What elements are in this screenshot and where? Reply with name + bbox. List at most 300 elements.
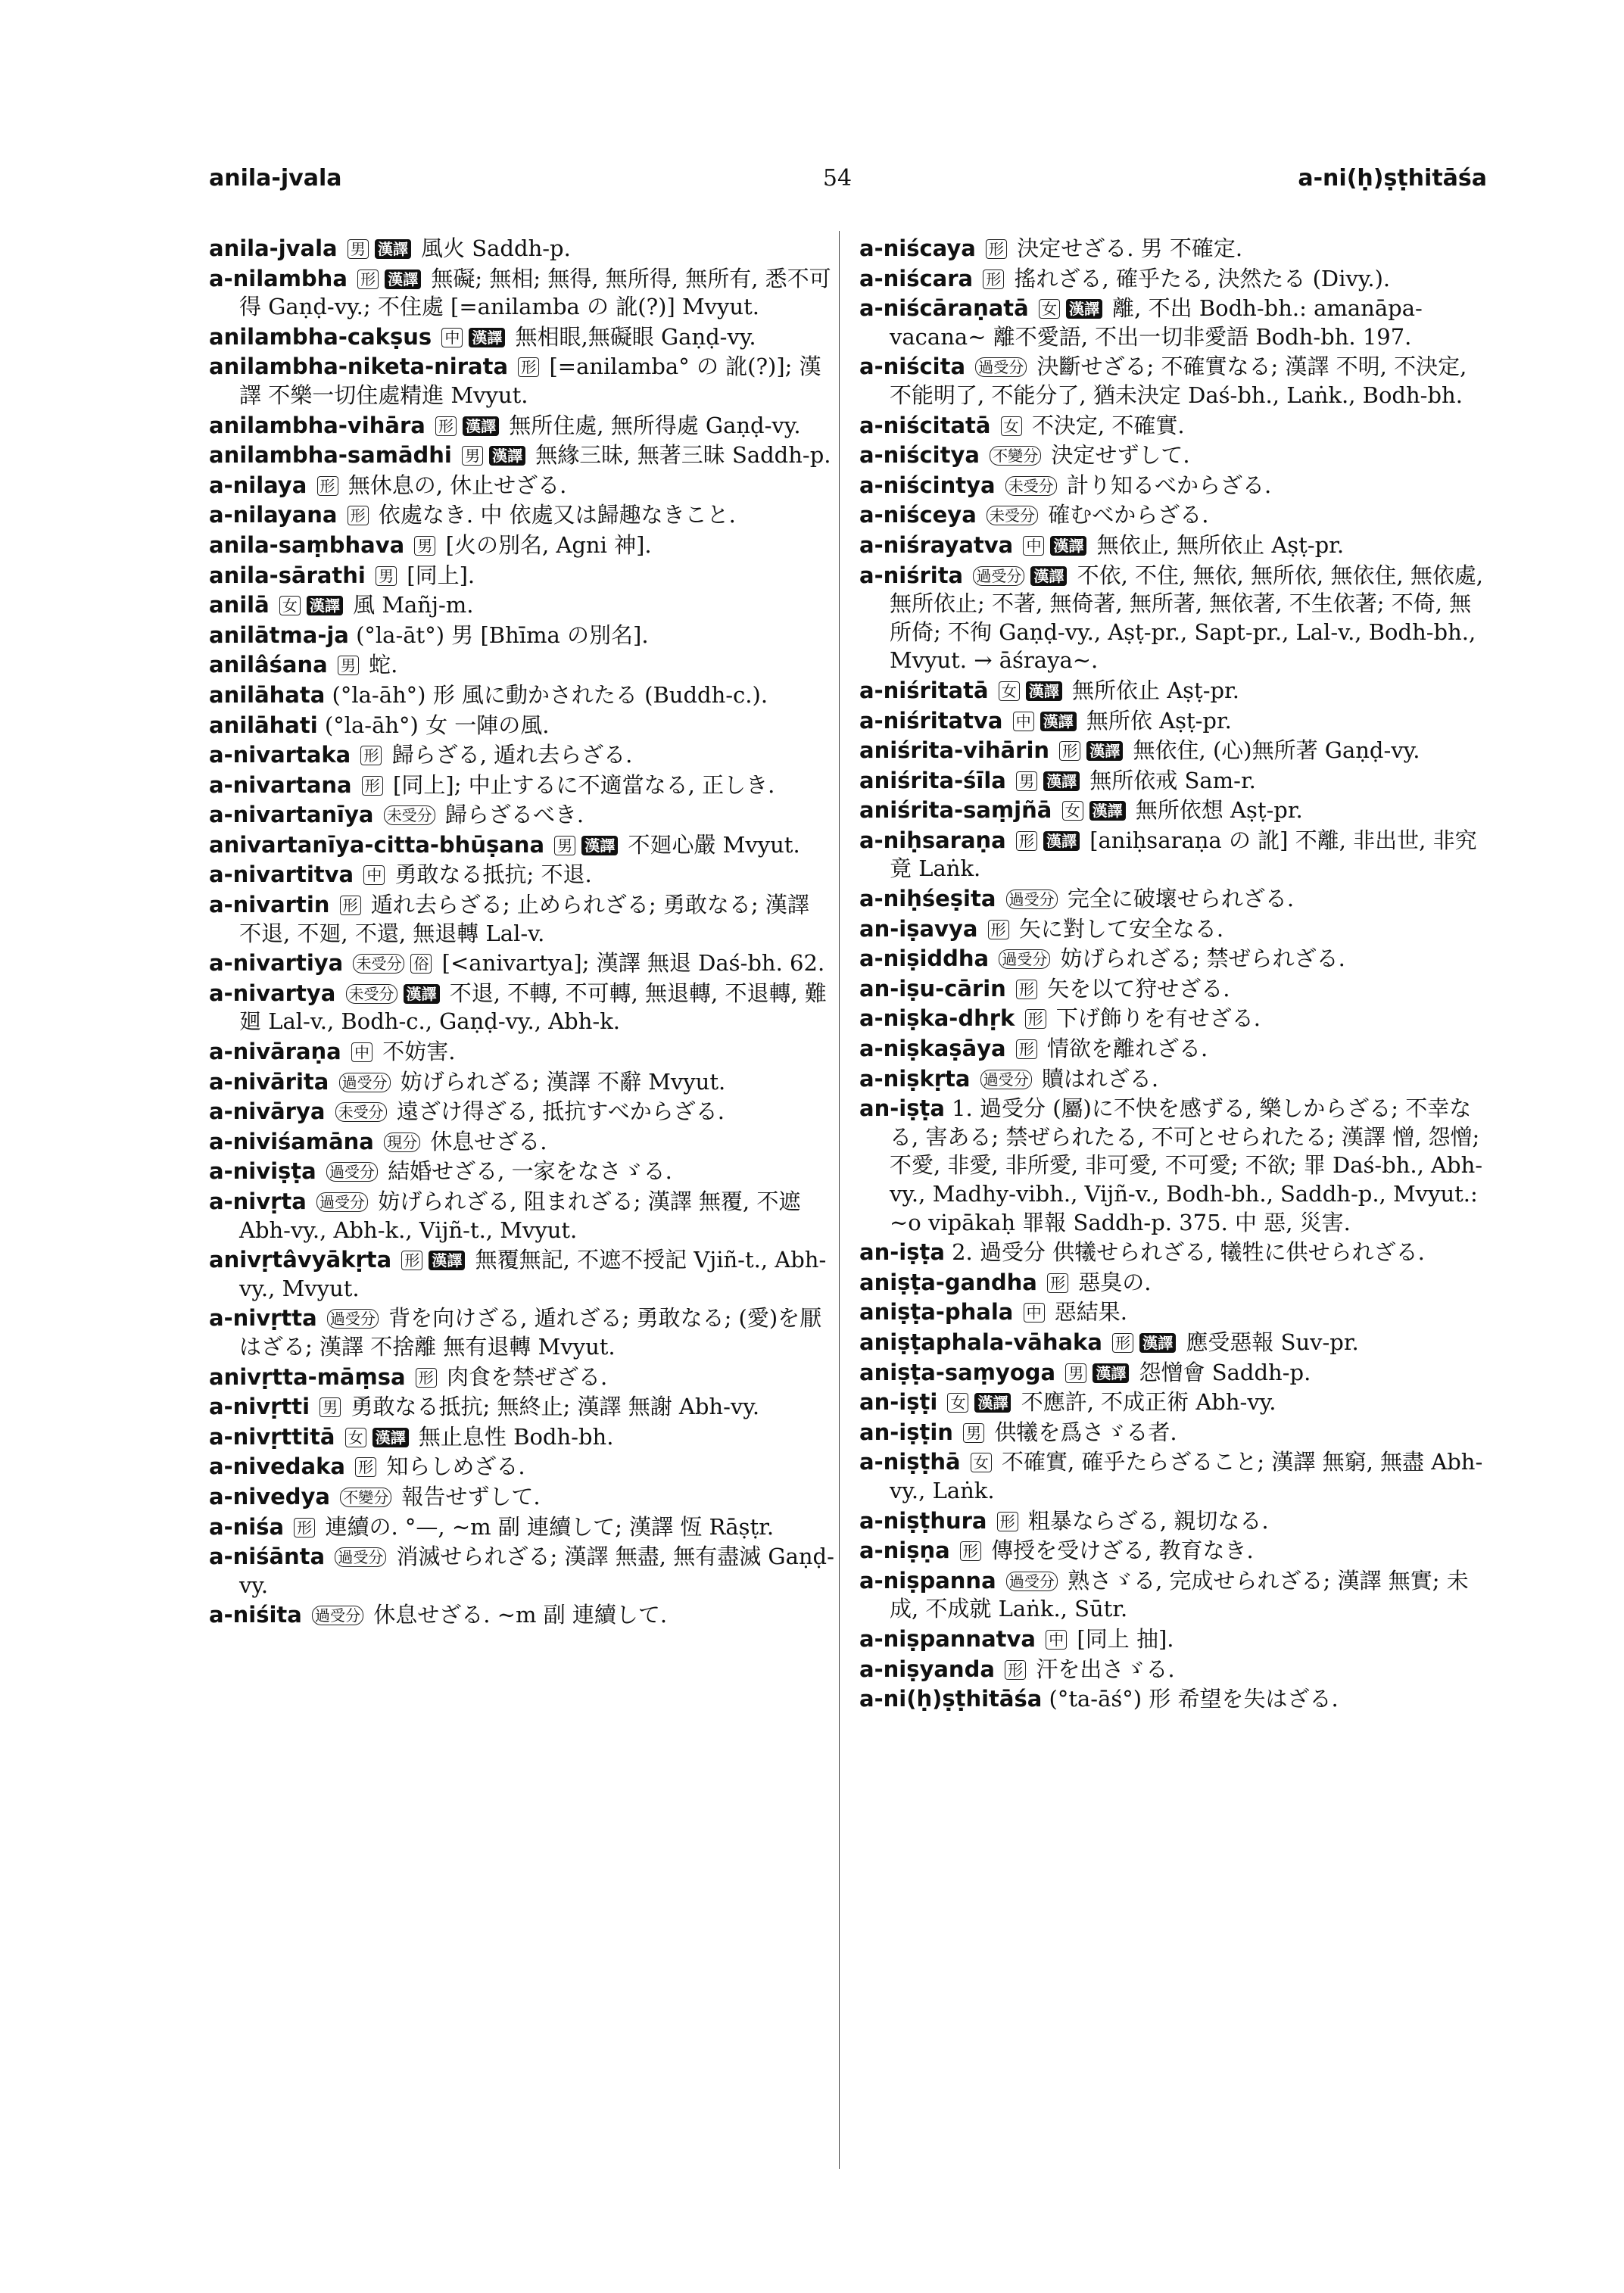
entry-definition: 傳授を受けざる, 教育なき.	[983, 1537, 1254, 1564]
grammar-tag: 未受分	[353, 954, 404, 974]
dictionary-entry	[859, 915, 1488, 944]
entry-definition: 蛇.	[361, 652, 398, 678]
grammar-tag: 未受分	[384, 805, 435, 825]
grammar-tag: 女	[1062, 801, 1083, 821]
grammar-tag: 中	[1023, 536, 1044, 556]
entry-definition: 汗を出さゞる.	[1029, 1656, 1175, 1682]
dictionary-entry	[209, 861, 837, 889]
grammar-tag: 未受分	[346, 984, 397, 1004]
header-right-guideword: a-ni(ḥ)ṣṭhitāśa	[1298, 165, 1487, 192]
dictionary-entry	[859, 441, 1488, 470]
grammar-tag: 過受分	[1006, 1572, 1058, 1591]
grammar-tag: 過受分	[312, 1606, 363, 1625]
entry-definition: 勇敢なる抵抗; 無終止; 漢譯 無謝 Abh-vy.	[344, 1394, 760, 1420]
entry-headword: anivṛtâvyākṛta	[209, 1247, 392, 1273]
right-column	[859, 235, 1488, 2173]
entry-definition: 無依住, (心)無所著 Gaṇḍ-vy.	[1126, 737, 1420, 764]
dictionary-entry	[209, 1543, 837, 1600]
grammar-tag: 中	[351, 1042, 372, 1062]
entry-headword: a-nivartya	[209, 980, 336, 1006]
entry-definition: 妨げられざる; 漢譯 不辭 Mvyut.	[393, 1068, 726, 1095]
entry-definition: 不依, 不住, 無依, 無所依, 無依住, 無依處, 無所依止; 不著, 無倚著, 無所著, 無依著, 不生依著; 不倚, 無所倚; 不徇 Gaṇḍ-vy., Aṣṭ-pr., Sapt-pr., Lal-v., Bodh-bh., Mvyut. → āśraya∼.	[890, 562, 1483, 674]
grammar-tag: 漢譯	[375, 239, 411, 259]
entry-headword: anilambha-vihāra	[209, 412, 425, 438]
dictionary-entry	[859, 265, 1488, 294]
grammar-tag: 形	[1016, 980, 1037, 999]
dictionary-entry	[859, 827, 1488, 883]
entry-headword: a-niṣkaṣāya	[859, 1036, 1006, 1062]
dictionary-entry	[859, 796, 1488, 825]
grammar-tag: 未受分	[987, 506, 1038, 525]
entry-headword: a-nivartitva	[209, 861, 354, 888]
entry-definition: 無相眼,無礙眼 Gaṇḍ-vy.	[508, 323, 756, 350]
entry-definition: 勇敢なる抵抗; 不退.	[388, 861, 592, 888]
grammar-tag: 形	[1112, 1333, 1133, 1353]
grammar-tag: 漢譯	[1050, 536, 1086, 556]
grammar-tag: 中	[441, 328, 463, 347]
dictionary-entry	[209, 531, 837, 560]
dictionary-entry	[859, 885, 1488, 914]
entry-headword: anilāhati	[209, 712, 318, 738]
entry-definition: 休息せざる. ∼m 副 連續して.	[366, 1602, 668, 1628]
grammar-tag: 過受分	[973, 566, 1024, 586]
dictionary-entry	[209, 472, 837, 500]
grammar-tag: 女	[345, 1428, 366, 1447]
dictionary-entry	[209, 1157, 837, 1186]
entry-headword: a-nivṛtta	[209, 1305, 317, 1332]
dictionary-entry	[209, 353, 837, 410]
entry-headword: an-iṣṭa	[859, 1239, 945, 1266]
entry-headword: a-nivartiya	[209, 950, 344, 977]
entry-definition: [<anivartya]; 漢譯 無退 Daś-bh. 62.	[435, 950, 825, 977]
entry-definition: 消滅せられざる; 漢譯 無盡, 無有盡滅 Gaṇḍ-vy.	[239, 1544, 834, 1598]
entry-headword: aniṣṭaphala-vāhaka	[859, 1329, 1102, 1355]
dictionary-entry	[209, 1363, 837, 1392]
grammar-tag: 形	[357, 269, 379, 289]
grammar-tag: 不變分	[340, 1488, 391, 1507]
entry-definition: (°la-āt°) 男 [Bhīma の別名].	[356, 622, 649, 648]
entry-headword: a-nilambha	[209, 265, 348, 291]
entry-headword: anivartanīya-citta-bhūṣana	[209, 831, 545, 858]
grammar-tag: 不變分	[990, 446, 1041, 466]
entry-headword: a-nivartaka	[209, 742, 351, 768]
dictionary-entry	[859, 1448, 1488, 1505]
grammar-tag: 漢譯	[469, 328, 505, 347]
grammar-tag: 中	[1013, 712, 1034, 731]
entry-definition: 2. 過受分 供犧せられざる, 犧牲に供せられざる.	[952, 1239, 1425, 1266]
grammar-tag: 過受分	[975, 357, 1027, 377]
entry-headword: a-nivṛta	[209, 1189, 307, 1214]
entry-headword: a-niśritatā	[859, 677, 989, 703]
entry-headword: a-niṣpannatva	[859, 1625, 1036, 1652]
entry-definition: 歸らざる, 遁れ去らざる.	[385, 742, 633, 768]
grammar-tag: 男	[1016, 771, 1037, 791]
entry-definition: 連續の. °—, ∼m 副 連續して; 漢譯 恆 Rāṣṭr.	[318, 1513, 775, 1540]
entry-headword: a-nivedaka	[209, 1453, 345, 1480]
entry-headword: anilāhata	[209, 681, 326, 708]
entry-headword: anila-jvala	[209, 235, 338, 261]
entry-definition: 妨げられざる, 阻まれざる; 漢譯 無覆, 不遮 Abh-vy., Abh-k., Vijñ-t., Mvyut.	[239, 1189, 801, 1243]
entry-definition: (°ta-āś°) 形 希望を失はざる.	[1049, 1686, 1339, 1712]
grammar-tag: 女	[999, 681, 1020, 701]
dictionary-entry	[859, 767, 1488, 796]
entry-definition: 歸らざるべき.	[438, 802, 584, 828]
dictionary-entry	[209, 1513, 837, 1542]
entry-headword: aniśrita-saṃjñā	[859, 797, 1052, 824]
entry-headword: a-niśita	[209, 1602, 302, 1628]
entry-definition: 無所依止 Aṣṭ-pr.	[1064, 677, 1239, 703]
entry-definition: (°la-āh°) 形 風に動かされたる (Buddh-c.).	[332, 681, 768, 708]
entry-headword: an-iṣu-cārin	[859, 975, 1006, 1002]
entry-definition: 不退, 不轉, 不可轉, 無退轉, 不退轉, 難廻 Lal-v., Bodh-c., Gaṇḍ-vy., Abh-k.	[239, 980, 827, 1035]
entry-headword: anila-sārathi	[209, 562, 366, 588]
grammar-tag: 過受分	[327, 1309, 379, 1329]
dictionary-entry	[209, 681, 837, 710]
entry-headword: a-niṣṭhura	[859, 1507, 987, 1534]
grammar-tag: 漢譯	[581, 836, 618, 855]
entry-headword: anila-saṃbhava	[209, 531, 405, 558]
dictionary-entry	[209, 891, 837, 948]
entry-definition: 妨げられざる; 禁ぜられざる.	[1053, 946, 1345, 972]
dictionary-entry	[209, 562, 837, 590]
entry-definition: 遁れ去らざる; 止められざる; 勇敢なる; 漢譯 不退, 不廻, 不還, 無退轉 Lal-v.	[239, 892, 809, 946]
dictionary-entry	[859, 737, 1488, 765]
grammar-tag: 男	[376, 566, 397, 586]
grammar-tag: 男	[554, 836, 575, 855]
grammar-tag: 女	[279, 596, 301, 615]
entry-headword: aniṣṭa-saṃyoga	[859, 1359, 1056, 1385]
entry-definition: 肉食を禁ぜざる.	[439, 1363, 608, 1390]
dictionary-entry	[209, 1483, 837, 1512]
entry-headword: a-niśrayatva	[859, 531, 1014, 558]
dictionary-entry	[209, 1601, 837, 1630]
entry-definition: [=anilamba° の 訛(?)]; 漢譯 不樂一切住處精進 Mvyut.	[239, 354, 821, 408]
entry-definition: 依處なき. 中 依處又は歸趣なきこと.	[371, 502, 736, 528]
entry-definition: 風火 Saddh-p.	[413, 235, 571, 261]
page-header	[209, 165, 1487, 203]
entry-definition: 無緣三昧, 無著三昧 Saddh-p.	[528, 442, 831, 469]
entry-definition: 報告せずして.	[394, 1483, 541, 1509]
grammar-tag: 漢譯	[1086, 741, 1123, 761]
entry-headword: a-niṣiddha	[859, 946, 990, 972]
grammar-tag: 漢譯	[372, 1428, 409, 1447]
grammar-tag: 男	[462, 446, 483, 466]
entry-headword: a-nivṛttitā	[209, 1423, 335, 1450]
grammar-tag: 形	[362, 776, 383, 796]
dictionary-entry	[209, 265, 837, 322]
dictionary-entry	[209, 1128, 837, 1157]
entry-headword: a-niśritatva	[859, 707, 1003, 734]
dictionary-entry	[209, 651, 837, 680]
entry-definition: 無覆無記, 不遮不授記 Vjiñ-t., Abh-vy., Mvyut.	[239, 1247, 827, 1301]
dictionary-entry	[209, 1038, 837, 1067]
grammar-tag: 男	[414, 536, 435, 556]
grammar-tag: 漢譯	[463, 416, 499, 436]
entry-definition: 完全に破壞せられざる.	[1060, 886, 1295, 912]
grammar-tag: 女	[1039, 299, 1060, 319]
entry-headword: a-niśceya	[859, 502, 977, 528]
grammar-tag: 形	[1016, 831, 1037, 851]
entry-headword: anilā	[209, 592, 270, 618]
grammar-tag: 現分	[384, 1132, 420, 1152]
grammar-tag: 漢譯	[1043, 831, 1080, 851]
grammar-tag: 形	[435, 416, 457, 436]
entry-headword: a-niṣka-dhṛk	[859, 1005, 1015, 1032]
entry-headword: a-niścitya	[859, 442, 980, 469]
entry-headword: an-iṣavya	[859, 915, 978, 942]
entry-headword: anilâśana	[209, 652, 328, 678]
grammar-tag: 俗	[410, 954, 432, 974]
entry-definition: 遠ざけ得ざる, 抵抗すべからざる.	[389, 1098, 725, 1125]
dictionary-entry	[209, 323, 837, 352]
grammar-tag: 形	[401, 1251, 422, 1270]
grammar-tag: 形	[997, 1512, 1018, 1531]
entry-definition: 背を向けざる, 遁れざる; 勇敢なる; (愛)を厭はざる; 漢譯 不捨離 無有退轉 Mvyut.	[239, 1305, 822, 1360]
entry-headword: a-niṣpanna	[859, 1567, 996, 1594]
grammar-tag: 形	[360, 746, 382, 765]
entry-headword: a-niviśamāna	[209, 1128, 374, 1154]
grammar-tag: 形	[1047, 1273, 1068, 1293]
entry-headword: an-iṣṭin	[859, 1419, 953, 1445]
dictionary-entry	[859, 1419, 1488, 1447]
grammar-tag: 男	[1065, 1363, 1086, 1383]
dictionary-entry	[209, 591, 837, 620]
entry-headword: a-niścāraṇatā	[859, 295, 1029, 322]
dictionary-entry	[859, 677, 1488, 706]
dictionary-entry	[859, 707, 1488, 736]
entry-headword: a-niṣkṛta	[859, 1065, 971, 1092]
dictionary-entry	[859, 1065, 1488, 1094]
grammar-tag: 女	[971, 1453, 992, 1472]
entry-headword: a-niśa	[209, 1513, 285, 1540]
dictionary-entry	[859, 294, 1488, 351]
entry-definition: 確むべからざる.	[1041, 502, 1209, 528]
entry-definition: 應受惡報 Suv-pr.	[1179, 1329, 1359, 1355]
dictionary-entry	[859, 1329, 1488, 1357]
dictionary-entry	[859, 1388, 1488, 1417]
dictionary-entry	[209, 1453, 837, 1481]
entry-definition: [同上 抽].	[1070, 1625, 1174, 1652]
entry-headword: a-nivartin	[209, 892, 330, 918]
dictionary-entry	[859, 562, 1488, 675]
entry-headword: anivṛtta-māṃsa	[209, 1363, 406, 1390]
entry-definition: 無所住處, 無所得處 Gaṇḍ-vy.	[502, 412, 801, 438]
grammar-tag: 形	[355, 1457, 376, 1477]
dictionary-entry	[209, 801, 837, 830]
entry-headword: a-niśānta	[209, 1544, 326, 1570]
grammar-tag: 形	[317, 476, 338, 496]
grammar-tag: 漢譯	[1030, 566, 1067, 586]
entry-definition: 知らしめざる.	[379, 1453, 525, 1480]
grammar-tag: 未受分	[1005, 476, 1057, 496]
entry-definition: 搖れざる, 確乎たる, 決然たる (Divy.).	[1007, 265, 1391, 291]
entry-definition: 怨憎會 Saddh-p.	[1132, 1359, 1311, 1385]
entry-definition: 無礙; 無相; 無得, 無所得, 無所有, 悉不可得 Gaṇḍ-vy.; 不住處 [=anilamba の 訛(?)] Mvyut.	[239, 265, 831, 320]
entry-headword: a-nivartana	[209, 771, 352, 798]
grammar-tag: 過受分	[335, 1547, 386, 1567]
grammar-tag: 女	[947, 1393, 968, 1413]
dictionary-entry	[209, 741, 837, 770]
grammar-tag: 形	[1016, 1039, 1037, 1059]
dictionary-entry	[209, 622, 837, 650]
entry-definition: 不妨害.	[375, 1039, 456, 1065]
dictionary-entry	[859, 1625, 1488, 1654]
grammar-tag: 漢譯	[1040, 712, 1077, 731]
entry-definition: 熟さゞる, 完成せられざる; 漢譯 無實; 未成, 不成就 Laṅk., Sūtr.	[890, 1567, 1469, 1622]
dictionary-entry	[209, 1304, 837, 1361]
grammar-tag: 漢譯	[1043, 771, 1080, 791]
entry-definition: 不廻心嚴 Mvyut.	[621, 831, 800, 858]
entry-definition: 惡結果.	[1047, 1299, 1128, 1326]
dictionary-entry	[209, 980, 837, 1036]
entry-headword: a-niśrita	[859, 562, 964, 588]
entry-definition: 無休息の, 休止せざる.	[341, 472, 567, 498]
entry-definition: 決定せずして.	[1044, 442, 1190, 469]
grammar-tag: 形	[416, 1368, 437, 1388]
entry-definition: 粗暴ならざる, 親切なる.	[1021, 1507, 1269, 1534]
grammar-tag: 漢譯	[489, 446, 525, 466]
grammar-tag: 形	[986, 239, 1007, 259]
entry-headword: a-niścintya	[859, 472, 996, 498]
entry-definition: 無所依 Aṣṭ-pr.	[1079, 707, 1232, 734]
grammar-tag: 形	[294, 1518, 315, 1537]
page-number: 54	[822, 165, 853, 192]
entry-definition: 供犧を爲さゞる者.	[987, 1419, 1177, 1445]
entry-headword: a-niḥsaraṇa	[859, 827, 1006, 853]
dictionary-entry	[209, 412, 837, 441]
dictionary-entry	[859, 353, 1488, 410]
grammar-tag: 過受分	[980, 1070, 1032, 1089]
grammar-tag: 漢譯	[1139, 1333, 1176, 1353]
entry-definition: 無依止, 無所依止 Aṣṭ-pr.	[1089, 531, 1345, 558]
entry-definition: 決斷せざる; 不確實なる; 漢譯 不明, 不決定, 不能明了, 不能分了, 猶未決定 Daś-bh., Laṅk., Bodh-bh.	[890, 354, 1467, 408]
dictionary-entry	[859, 1035, 1488, 1064]
entry-definition: 風 Mañj-m.	[345, 592, 474, 618]
entry-headword: a-nivṛtti	[209, 1394, 310, 1420]
dictionary-entry	[859, 1005, 1488, 1033]
entry-headword: a-ni(ḥ)ṣṭhitāśa	[859, 1686, 1043, 1712]
dictionary-entry	[859, 1537, 1488, 1566]
dictionary-entry	[859, 531, 1488, 560]
grammar-tag: 形	[1005, 1660, 1026, 1680]
entry-headword: a-nivārya	[209, 1098, 326, 1125]
entry-definition: 矢を以て狩せざる.	[1040, 975, 1230, 1002]
dictionary-entry	[859, 1359, 1488, 1388]
grammar-tag: 漢譯	[974, 1393, 1011, 1413]
header-left-guideword: anila-jvala	[209, 165, 342, 192]
grammar-tag: 未受分	[335, 1102, 387, 1122]
entry-definition: (°la-āh°) 女 一陣の風.	[324, 712, 550, 738]
column-divider	[839, 231, 840, 2169]
grammar-tag: 漢譯	[1066, 299, 1102, 319]
entry-headword: aniśrita-śīla	[859, 767, 1006, 793]
dictionary-entry	[209, 771, 837, 800]
grammar-tag: 形	[983, 269, 1004, 289]
entry-headword: aniṣṭa-phala	[859, 1299, 1014, 1326]
grammar-tag: 男	[320, 1397, 341, 1417]
dictionary-entry	[209, 1068, 837, 1097]
entry-headword: a-nivartanīya	[209, 802, 374, 828]
entry-headword: a-nivāraṇa	[209, 1039, 341, 1065]
grammar-tag: 形	[340, 896, 361, 915]
entry-definition: 下げ飾りを有せざる.	[1049, 1005, 1261, 1032]
entry-headword: anilambha-niketa-nirata	[209, 354, 509, 380]
entry-definition: 不確實, 確乎たらざること; 漢譯 無窮, 無盡 Abh-vy., Laṅk.	[890, 1449, 1483, 1503]
grammar-tag: 男	[963, 1423, 984, 1443]
dictionary-entry	[859, 1095, 1488, 1237]
entry-headword: a-nivedya	[209, 1483, 330, 1509]
entry-headword: a-nilaya	[209, 472, 307, 498]
grammar-tag: 男	[348, 239, 369, 259]
dictionary-entry	[859, 1269, 1488, 1298]
grammar-tag: 漢譯	[429, 1251, 465, 1270]
dictionary-entry	[859, 1238, 1488, 1267]
entry-definition: 無止息性 Bodh-bh.	[411, 1423, 614, 1450]
dictionary-entry	[859, 1298, 1488, 1327]
entry-definition: 結婚せざる, 一家をなさゞる.	[380, 1158, 672, 1185]
grammar-tag: 漢譯	[1026, 681, 1062, 701]
entry-definition: 無所依想 Aṣṭ-pr.	[1128, 797, 1303, 824]
dictionary-entry	[209, 712, 837, 740]
dictionary-entry	[859, 235, 1488, 263]
entry-definition: 休息せざる.	[423, 1128, 547, 1154]
grammar-tag: 漢譯	[307, 596, 343, 615]
dictionary-entry	[859, 975, 1488, 1004]
grammar-tag: 男	[338, 656, 359, 675]
entry-definition: 計り知るべからざる.	[1059, 472, 1272, 498]
grammar-tag: 形	[988, 920, 1009, 939]
dictionary-entry	[209, 1393, 837, 1422]
entry-headword: a-niṣṭhā	[859, 1449, 961, 1475]
grammar-tag: 過受分	[326, 1162, 378, 1182]
dictionary-entry	[209, 501, 837, 530]
entry-headword: a-niścitatā	[859, 412, 991, 438]
entry-headword: a-niṣyanda	[859, 1656, 995, 1682]
entry-headword: a-niścara	[859, 265, 974, 291]
entry-headword: aniśrita-vihārin	[859, 737, 1050, 764]
grammar-tag: 漢譯	[1089, 801, 1126, 821]
entry-definition: [aniḥsaraṇa の 訛] 不離, 非出世, 非究竟 Laṅk.	[890, 827, 1477, 882]
dictionary-entry	[859, 1656, 1488, 1684]
grammar-tag: 中	[363, 865, 385, 885]
dictionary-entry	[859, 945, 1488, 974]
dictionary-entry	[859, 501, 1488, 530]
entry-definition: 1. 過受分 (屬)に不快を感ずる, 樂しからざる; 不幸なる, 害ある; 禁ぜられたる, 不可とせられたる; 漢譯 憎, 怨憎; 不愛, 非愛, 非所愛, 非可愛, 不可愛; 不欲; 罪 Daś-bh., Abh-vy., Madhy-vibh., Vijñ-v., Bodh-bh., Saddh-p., Mvyut.: ∼o vipākaḥ 罪報 Saddh-p. 375. 中 惡, 災害.	[890, 1095, 1483, 1235]
grammar-tag: 過受分	[339, 1073, 391, 1092]
entry-headword: a-nilayana	[209, 502, 338, 528]
grammar-tag: 形	[518, 357, 539, 377]
grammar-tag: 漢譯	[385, 269, 421, 289]
entry-headword: anilātma-ja	[209, 622, 349, 648]
entry-definition: 不應許, 不成正術 Abh-vy.	[1014, 1389, 1276, 1416]
entry-headword: an-iṣṭa	[859, 1095, 945, 1122]
grammar-tag: 中	[1024, 1303, 1045, 1323]
dictionary-entry	[859, 1685, 1488, 1714]
grammar-tag: 形	[1059, 741, 1080, 761]
entry-headword: a-niścita	[859, 354, 966, 380]
left-column	[209, 235, 837, 2173]
entry-headword: aniṣṭa-gandha	[859, 1269, 1037, 1295]
dictionary-entry	[209, 441, 837, 470]
entry-headword: an-iṣṭi	[859, 1389, 938, 1416]
grammar-tag: 形	[1025, 1009, 1046, 1029]
grammar-tag: 過受分	[999, 949, 1050, 969]
entry-definition: [火の別名, Agni 神].	[438, 531, 652, 558]
dictionary-entry	[209, 1188, 837, 1245]
entry-headword: anilambha-samādhi	[209, 442, 452, 469]
dictionary-entry	[859, 1507, 1488, 1536]
entry-headword: anilambha-cakṣus	[209, 323, 432, 350]
